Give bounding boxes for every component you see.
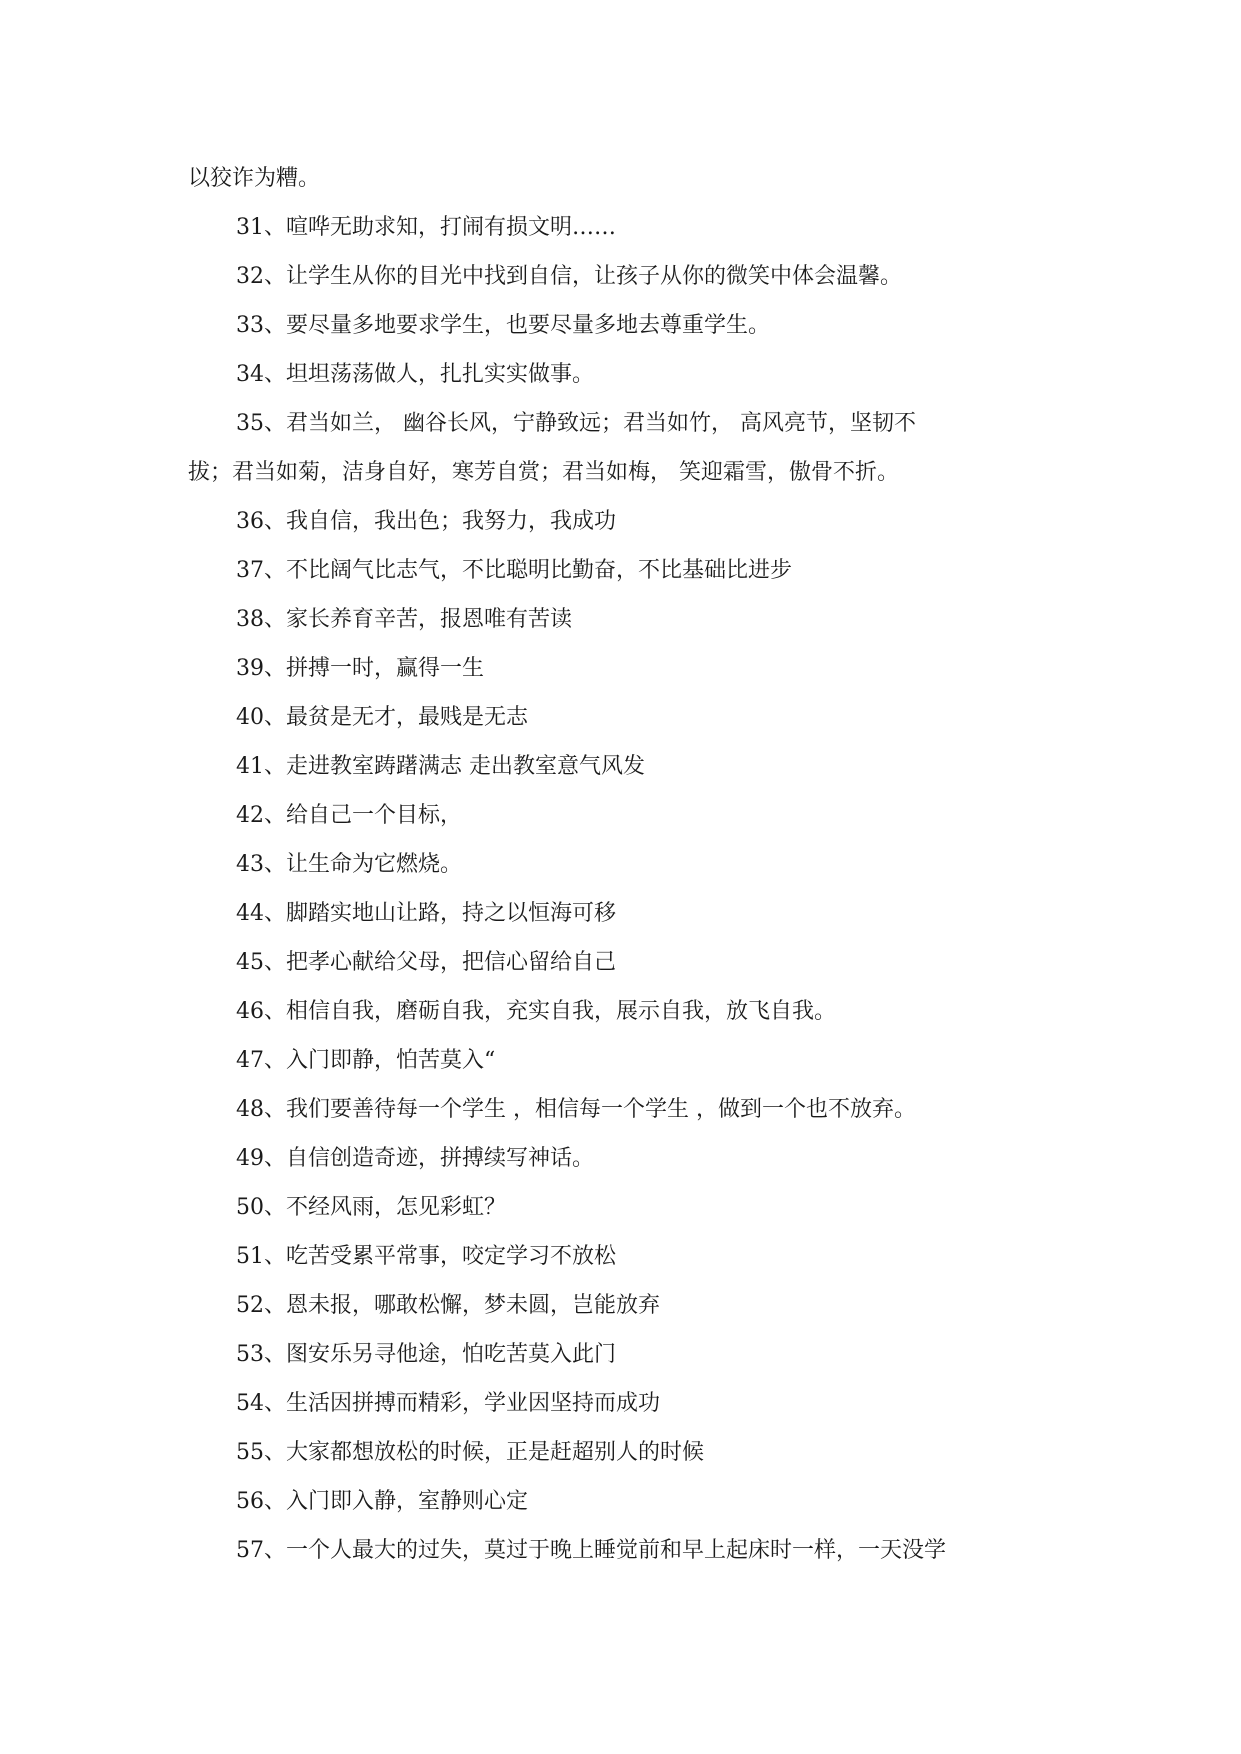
list-item: 38、家长养育辛苦，报恩唯有苦读 [236, 607, 572, 632]
list-item: 43、让生命为它燃烧。 [236, 852, 462, 877]
list-item: 57、一个人最大的过失，莫过于晚上睡觉前和早上起床时一样，一天没学 [236, 1538, 946, 1563]
list-item: 45、把孝心献给父母，把信心留给自己 [236, 950, 616, 975]
list-item: 54、生活因拼搏而精彩，学业因坚持而成功 [236, 1391, 660, 1416]
list-item: 49、自信创造奇迹，拼搏续写神话。 [236, 1146, 594, 1171]
list-item: 52、恩未报，哪敢松懈，梦未圆，岂能放弃 [236, 1293, 660, 1318]
list-item: 33、要尽量多地要求学生，也要尽量多地去尊重学生。 [236, 313, 770, 338]
list-item: 50、不经风雨，怎见彩虹？ [236, 1195, 506, 1220]
list-item: 40、最贫是无才，最贱是无志 [236, 705, 528, 730]
list-item: 37、不比阔气比志气，不比聪明比勤奋，不比基础比进步 [236, 558, 792, 583]
list-item: 53、图安乐另寻他途，怕吃苦莫入此门 [236, 1342, 616, 1367]
list-item: 31、喧哗无助求知，打闹有损文明…… [236, 215, 616, 240]
list-item: 39、拼搏一时，赢得一生 [236, 656, 484, 681]
list-item: 35、君当如兰， 幽谷长风，宁静致远；君当如竹， 高风亮节，坚韧不 [236, 411, 916, 436]
text-line: 拔；君当如菊，洁身自好，寒芳自赏；君当如梅， 笑迎霜雪，傲骨不折。 [188, 460, 899, 485]
list-item: 56、入门即入静，室静则心定 [236, 1489, 528, 1514]
list-item: 51、吃苦受累平常事，咬定学习不放松 [236, 1244, 616, 1269]
list-item: 34、坦坦荡荡做人，扎扎实实做事。 [236, 362, 594, 387]
list-item: 41、走进教室踌躇满志 走出教室意气风发 [236, 754, 645, 779]
list-item: 36、我自信，我出色；我努力，我成功 [236, 509, 616, 534]
list-item: 44、脚踏实地山让路，持之以恒海可移 [236, 901, 616, 926]
list-item: 32、让学生从你的目光中找到自信，让孩子从你的微笑中体会温馨。 [236, 264, 902, 289]
text-line: 以狡诈为糟。 [188, 166, 321, 191]
list-item: 48、我们要善待每一个学生 ，相信每一个学生 ，做到一个也不放弃。 [236, 1097, 916, 1122]
list-item: 46、相信自我，磨砺自我，充实自我，展示自我，放飞自我。 [236, 999, 836, 1024]
document-body [188, 154, 1068, 1575]
list-item: 42、给自己一个目标， [236, 803, 462, 828]
list-item: 55、大家都想放松的时候，正是赶超别人的时候 [236, 1440, 704, 1465]
list-item: 47、入门即静，怕苦莫入“ [236, 1048, 496, 1073]
